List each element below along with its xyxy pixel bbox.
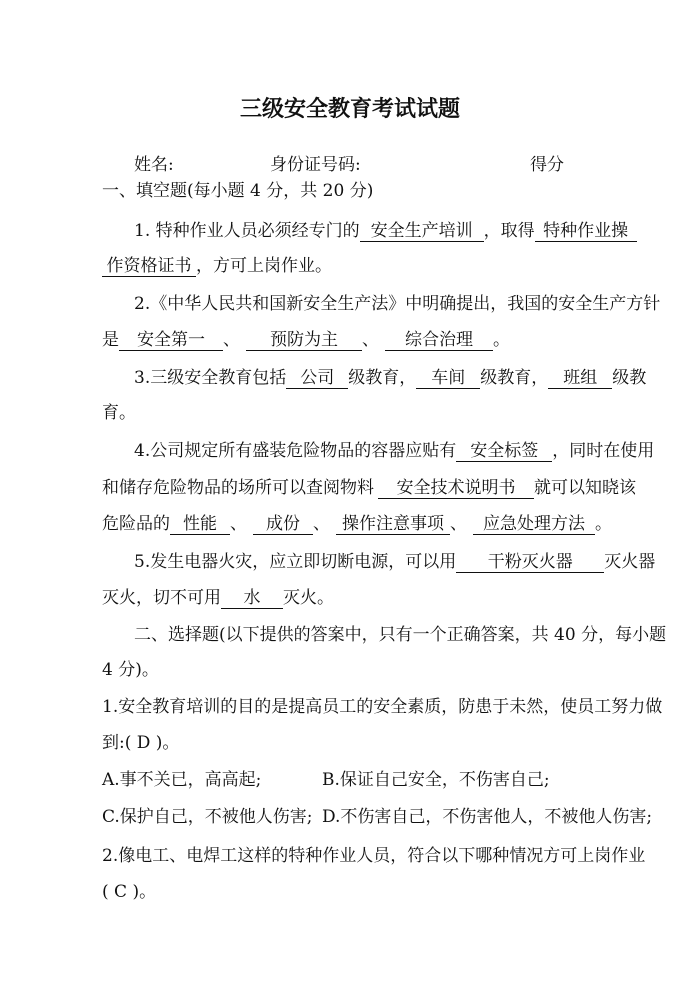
answer-blank: 综合治理 bbox=[385, 330, 493, 351]
answer-blank: 成份 bbox=[253, 514, 313, 535]
choice-q2-line1: 2.像电工、电焊工这样的特种作业人员，符合以下哪种情况方可上岗作业 bbox=[102, 846, 646, 866]
fill-q5-line2: 灭火，切不可用 水 灭火。 bbox=[102, 588, 334, 608]
choice-q2-line2: ( C )。 bbox=[102, 882, 157, 902]
score-label: 得分 bbox=[530, 155, 564, 175]
answer-blank: 水 bbox=[221, 588, 283, 609]
page-title: 三级安全教育考试试题 bbox=[239, 97, 460, 122]
option-a: A.事不关已，高高起; bbox=[102, 770, 262, 790]
option-c: C.保护自己，不被他人伤害; bbox=[102, 807, 313, 827]
section2-heading-line1: 二、选择题(以下提供的答案中，只有一个正确答案，共 40 分，每小题 bbox=[134, 625, 667, 645]
answer-blank: 车间 bbox=[416, 368, 480, 389]
answer-blank: 干粉灭火器 bbox=[456, 552, 604, 573]
section1-heading: 一、填空题(每小题 4 分，共 20 分) bbox=[102, 181, 374, 201]
fill-q4-line2: 和储存危险物品的场所可以查阅物料 安全技术说明书 就可以知晓该 bbox=[102, 478, 636, 498]
fill-q3-line2: 育。 bbox=[102, 403, 136, 423]
fill-q1-line1: 1. 特种作业人员必须经专门的 安全生产培训 ，取得 特种作业操 bbox=[134, 220, 694, 242]
answer-blank: 安全第一 bbox=[119, 330, 223, 351]
answer-blank: 作资格证书 bbox=[102, 256, 196, 277]
answer-blank: 安全技术说明书 bbox=[378, 478, 534, 499]
answer-blank: 性能 bbox=[170, 514, 230, 535]
choice-q1-line2: 到:( D )。 bbox=[102, 733, 180, 753]
choice-q1-options-row2 bbox=[102, 806, 662, 828]
fill-q4-line1: 4.公司规定所有盛装危险物品的容器应贴有 安全标签 ，同时在使用 bbox=[134, 441, 655, 461]
fill-q3-line1: 3.三级安全教育包括 公司 级教育， 车间 级教育， 班组 级教 bbox=[134, 368, 647, 388]
answer-blank: 安全标签 bbox=[456, 441, 552, 462]
fill-q1-line2: 作资格证书 ，方可上岗作业。 bbox=[102, 255, 662, 277]
fill-q2-line2: 是 安全第一 、 预防为主 、 综合治理 。 bbox=[102, 330, 510, 350]
fill-q2-line1: 2.《中华人民共和国新安全生产法》中明确提出，我国的安全生产方针 bbox=[134, 294, 661, 314]
fill-q4-line3: 危险品的 性能 、 成份 、 操作注意事项 、 应急处理方法 。 bbox=[102, 514, 612, 534]
option-b: B.保证自己安全，不伤害自己; bbox=[322, 770, 550, 790]
answer-blank: 应急处理方法 bbox=[473, 514, 595, 535]
section2-heading-line2: 4 分)。 bbox=[102, 660, 159, 680]
name-label: 姓名: bbox=[134, 155, 174, 175]
answer-blank: 操作注意事项 bbox=[336, 514, 450, 535]
option-d: D.不伤害自己，不伤害他人，不被他人伤害; bbox=[322, 807, 653, 827]
answer-blank: 特种作业操 bbox=[535, 221, 637, 242]
answer-blank: 安全生产培训 bbox=[360, 221, 484, 242]
choice-q1-line1: 1.安全教育培训的目的是提高员工的安全素质，防患于未然，使员工努力做 bbox=[102, 697, 663, 717]
answer-blank: 班组 bbox=[548, 368, 612, 389]
answer-blank: 公司 bbox=[286, 368, 348, 389]
fill-q5-line1: 5.发生电器火灾，应立即切断电源，可以用 干粉灭火器 灭火器 bbox=[134, 552, 656, 572]
choice-q1-options-row1 bbox=[102, 769, 662, 791]
answer-blank: 预防为主 bbox=[246, 330, 362, 351]
id-number-label: 身份证号码: bbox=[270, 155, 361, 175]
